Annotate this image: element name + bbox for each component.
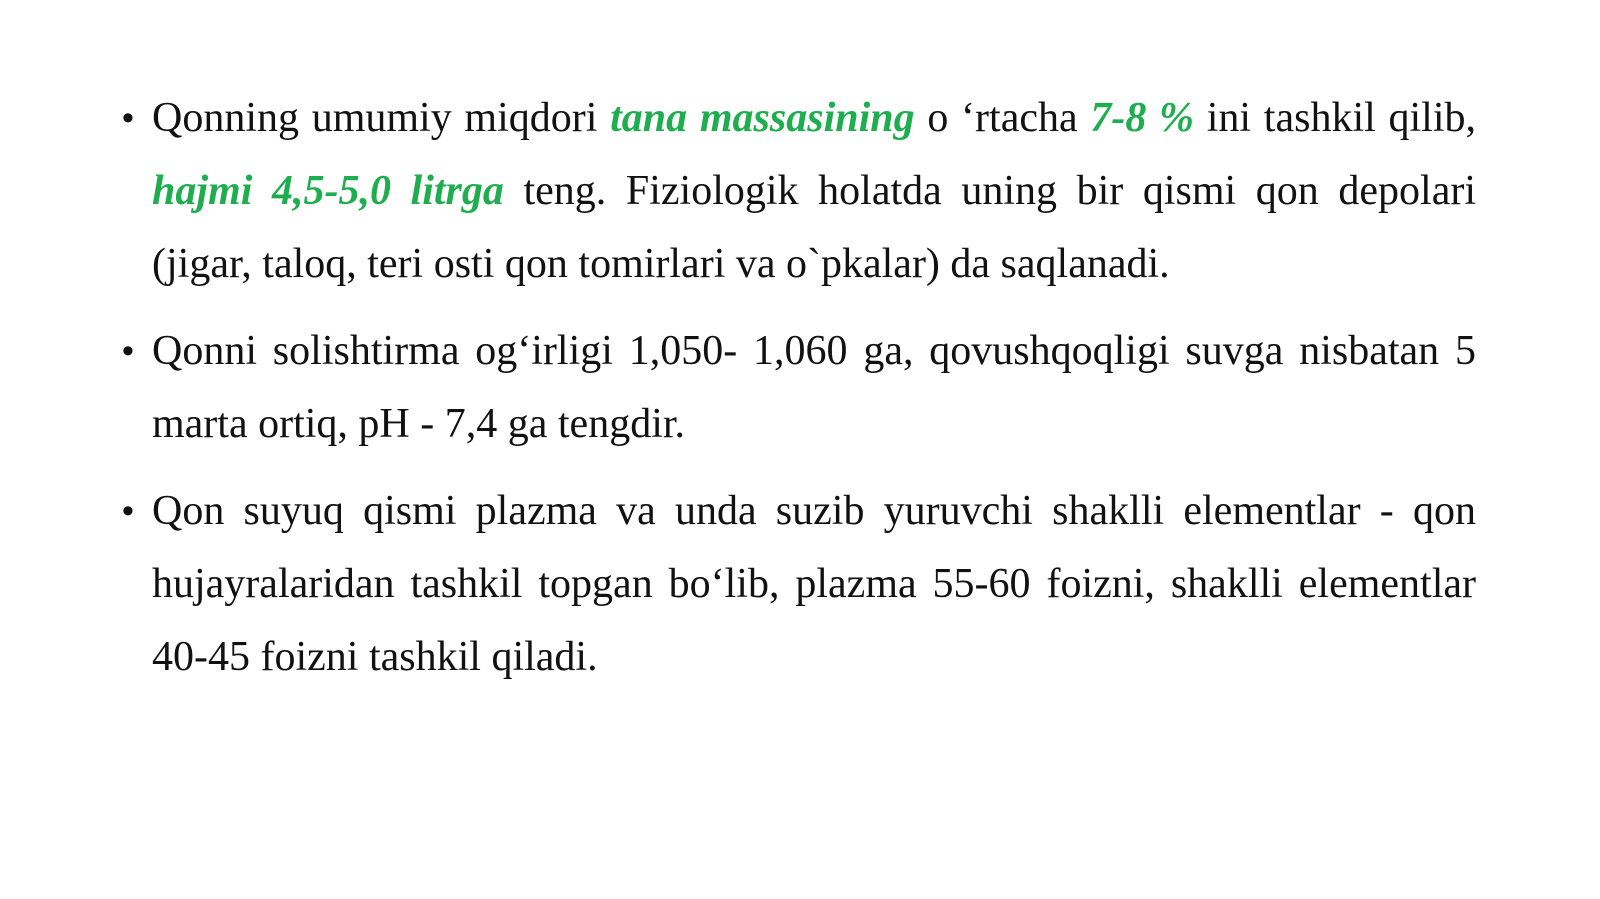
text-segment: teng. Fiziologik holatda uning bir qismi qon depolari (jigar, taloq, teri osti qon tomirlari va o`pkalar) da saqlanadi. [152,168,1477,287]
text-segment: Qon suyuq qismi plazma va unda suzib yuruvchi shaklli elementlar - qon hujayralaridan tashkil topgan bo‘lib, plazma 55-60 foizni, shaklli elementlar 40-45 foizni tashkil qiladi. [152,488,1476,680]
bullet-dot-icon: • [122,332,134,370]
text-segment: o ‘rtacha [914,95,1091,141]
bullet-dot-icon: • [122,99,134,137]
highlight-tana-massasining: tana massasining [610,95,915,141]
text-segment: ini tashkil qilib, [1194,95,1476,141]
highlight-volume: hajmi 4,5-5,0 litrga [152,168,504,214]
text-segment: Qonning umumiy miqdori [152,95,611,141]
bullet-dot-icon: • [122,492,134,530]
text-segment: Qonni solishtirma og‘irligi 1,050- 1,060 ga, qovushqoqligi suvga nisbatan 5 marta ortiq, pH - 7,4 ga tengdir. [152,328,1476,447]
bullet-item-2 [118,315,1476,461]
highlight-percentage: 7-8 % [1090,95,1195,141]
bullet-list [118,82,1476,708]
bullet-item-3 [118,475,1476,694]
bullet-item-1 [118,82,1476,301]
